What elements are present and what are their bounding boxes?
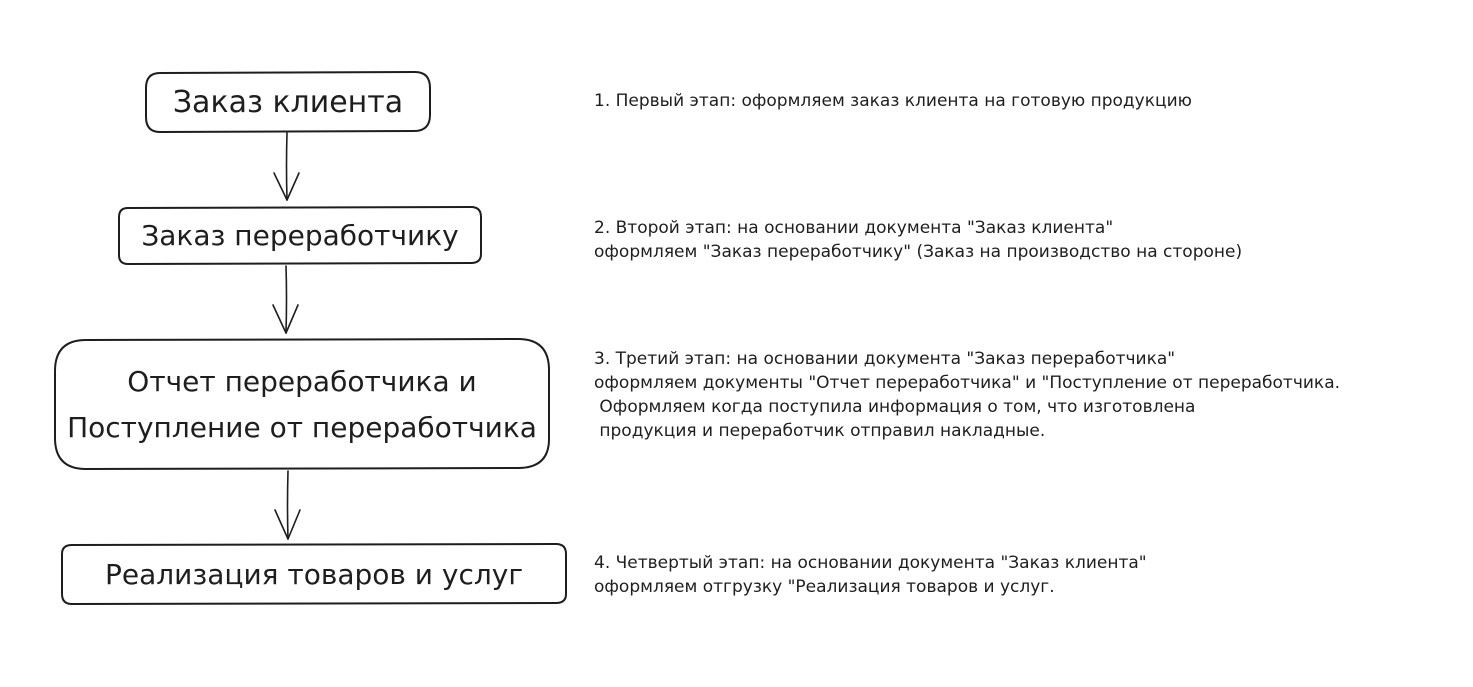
step-3-description: 3. Третий этап: на основании документа "Заказ переработчика" оформляем документы "Отчет переработчика" и "Поступление от переработчика. Оформляем когда поступила информация о том, что изготовлена продукция и переработчик отправил накладные.: [594, 349, 1341, 441]
step-4-description: 4. Четвертый этап: на основании документа "Заказ клиента" оформляем отгрузку "Реализация товаров и услуг.: [594, 553, 1147, 597]
node-label-processor-report: Отчет переработчика и Поступление от переработчика: [67, 364, 537, 444]
node-label-sales: Реализация товаров и услуг: [104, 557, 524, 591]
node-label-processor-order: Заказ переработчику: [141, 219, 459, 252]
arrow-1-to-2: [274, 133, 299, 200]
step-2-description: 2. Второй этап: на основании документа "Заказ клиента" оформляем "Заказ переработчику" (Заказ на производство на стороне): [594, 218, 1243, 262]
step-1-description: 1. Первый этап: оформляем заказ клиента на готовую продукцию: [594, 91, 1192, 111]
arrow-3-to-4: [275, 471, 300, 539]
node-label-client-order: Заказ клиента: [172, 84, 404, 120]
arrow-2-to-3: [273, 266, 298, 333]
